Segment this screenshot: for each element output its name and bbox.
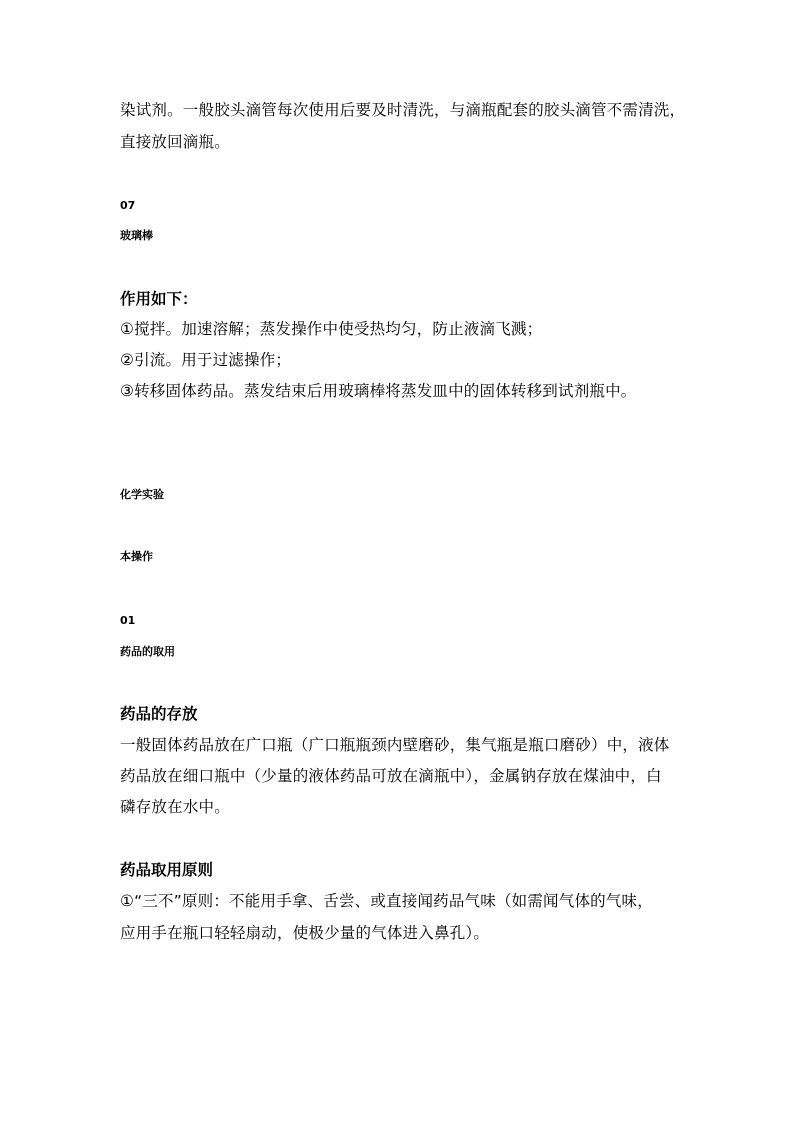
paragraph-line: ①“三不”原则：不能用手拿、舌尝、或直接闻药品气味（如需闻气体的气味， [120, 892, 653, 910]
paragraph-line: 应用手在瓶口轻轻扇动，使极少量的气体进入鼻孔）。 [120, 924, 490, 942]
section-title: 玻璃棒 [120, 229, 153, 242]
section-number: 01 [120, 614, 136, 627]
section-title: 药品的取用 [120, 645, 175, 658]
paragraph-line: 一般固体药品放在广口瓶（广口瓶瓶颈内壁磨砂，集气瓶是瓶口磨砂）中，液体 [120, 736, 670, 754]
subheading: 作用如下： [120, 290, 198, 308]
paragraph-line: 染试剂。一般胶头滴管每次使用后要及时清洗，与滴瓶配套的胶头滴管不需清洗， [120, 101, 686, 119]
paragraph-line: 药品放在细口瓶中（少量的液体药品可放在滴瓶中），金属钠存放在煤油中，白 [120, 767, 662, 785]
subheading: 药品的存放 [120, 705, 198, 723]
paragraph-line: 直接放回滴瓶。 [120, 133, 230, 151]
chapter-title-part2: 本操作 [120, 550, 153, 563]
list-item: ③转移固体药品。蒸发结束后用玻璃棒将蒸发皿中的固体转移到试剂瓶中。 [120, 382, 637, 400]
list-item: ②引流。用于过滤操作； [120, 351, 292, 369]
paragraph-line: 磷存放在水中。 [120, 798, 230, 816]
section-number: 07 [120, 199, 136, 212]
subheading: 药品取用原则 [120, 861, 214, 879]
chapter-title-part1: 化学实验 [120, 488, 164, 501]
list-item: ①搅拌。加速溶解；蒸发操作中使受热均匀，防止液滴飞溅； [120, 320, 543, 338]
